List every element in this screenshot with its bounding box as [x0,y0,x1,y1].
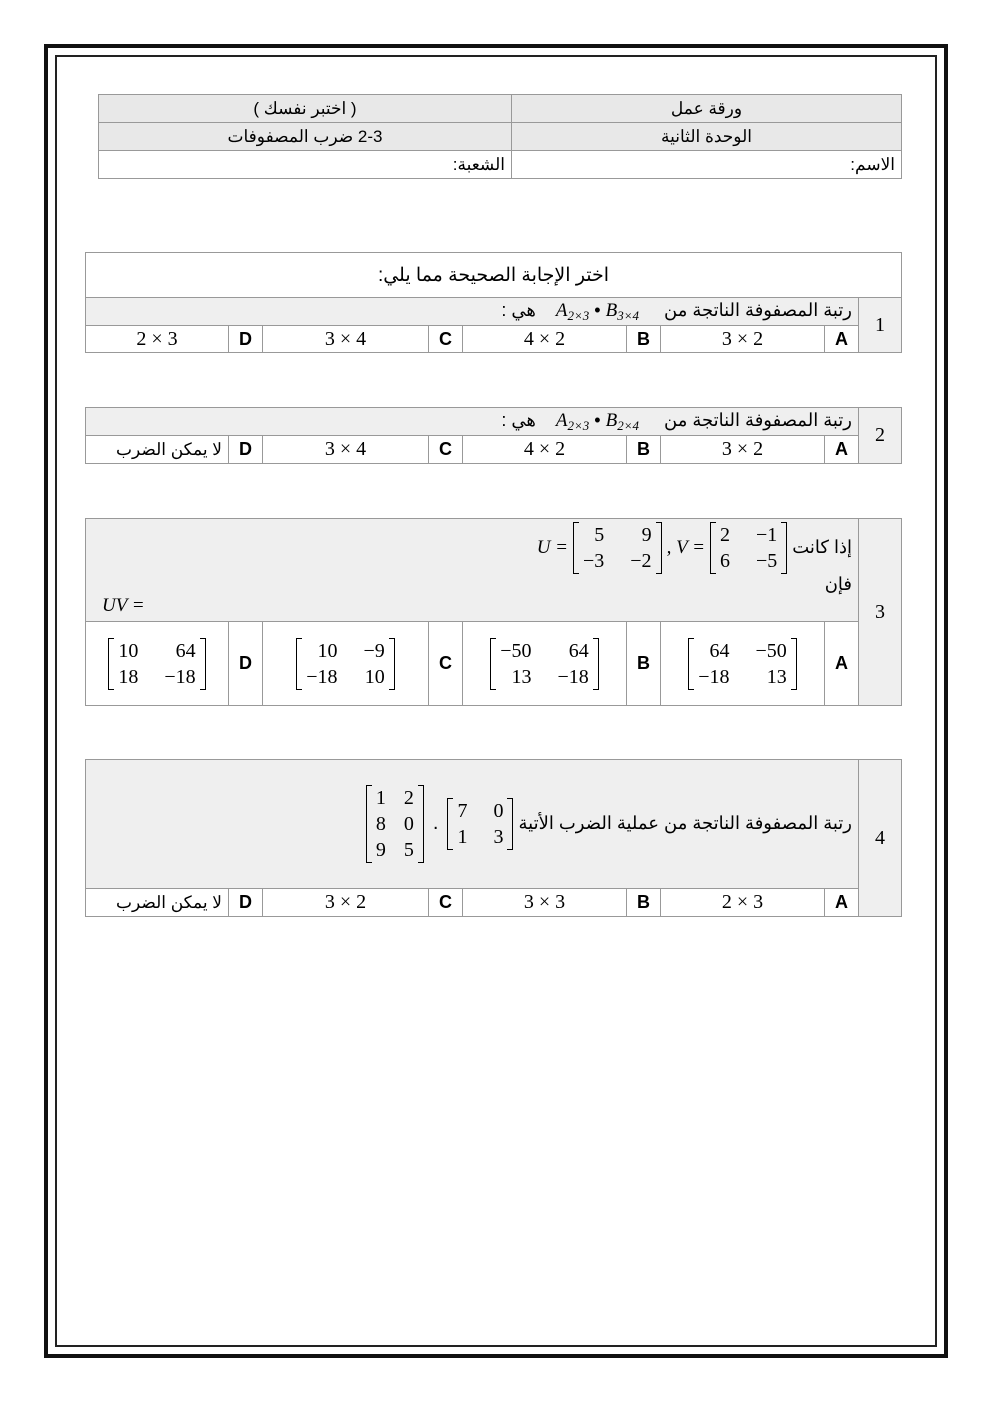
option-a[interactable]: 2 × 3 [661,326,825,353]
question-stem-1 [86,298,859,326]
matrix-v [710,522,787,574]
matrix-cell: 64 [175,639,196,662]
math-b: B [605,299,618,321]
math-expression [556,300,639,324]
matrix-cell: 13 [766,665,787,688]
option-c[interactable]: 4 × 3 [263,436,429,464]
worksheet-title: ورقة عمل [512,95,902,123]
stem-suffix: هي : [501,299,536,320]
option-b[interactable]: 2 × 4 [463,326,627,353]
option-letter-b[interactable]: B [627,326,661,353]
question-table-3 [85,518,902,706]
math-b-sub: 2×4 [617,417,639,433]
matrix-cell: −1 [755,524,778,546]
bracket-right [593,638,599,690]
bracket-right [791,638,797,690]
math-b: B [605,409,618,431]
matrix-cell: 18 [118,665,139,688]
option-b[interactable]: 2 × 4 [463,436,627,464]
question-table-4 [85,759,902,917]
matrix-cell: 0 [403,813,414,835]
option-letter-a[interactable]: A [825,889,859,917]
matrix-option-a [688,638,797,690]
worksheet-header [98,94,902,179]
matrix-cells [372,785,418,863]
question-stem-3 [86,519,859,622]
stem-text: رتبة المصفوفة الناتجة من [664,299,852,320]
matrix-u [573,522,662,574]
section-field[interactable]: الشعبة: [99,151,512,179]
math-op: • [594,409,601,430]
option-d[interactable] [86,622,229,706]
matrix-option-c [296,638,395,690]
matrix-cell: −5 [755,550,778,572]
question-table-2 [85,407,902,464]
option-a[interactable] [661,622,825,706]
matrix-cell: 6 [719,550,730,572]
math-expression [556,410,639,434]
matrix-cells [302,638,389,690]
option-d[interactable]: لا يمكن الضرب [86,436,229,464]
math-a: A [555,409,568,431]
option-a[interactable]: 3 × 2 [661,889,825,917]
stem-text: رتبة المصفوفة الناتجة من عملية الضرب الأتية [518,812,852,833]
matrix-cell: −3 [583,550,605,572]
matrix-cell: 7 [457,800,468,822]
option-letter-c[interactable]: C [429,436,463,464]
bracket-right [389,638,395,690]
matrix-option-b [490,638,599,690]
bracket-right [418,785,424,863]
option-letter-b[interactable]: B [627,622,661,706]
option-letter-c[interactable]: C [429,622,463,706]
question-stem-4 [86,760,859,889]
option-a[interactable]: 2 × 3 [661,436,825,464]
uv-label: UV = [102,595,145,616]
option-d[interactable]: 3 × 2 [86,326,229,353]
math-op: • [594,299,601,320]
matrix-cell: 9 [375,839,386,861]
question-stem-2 [86,408,859,436]
math-b-sub: 3×4 [617,307,639,323]
math-expression [537,522,788,574]
question-number-3: 3 [859,519,902,706]
math-a-sub: 2×3 [567,417,590,433]
name-field[interactable]: الاسم: [512,151,902,179]
stem-suffix: هي : [501,409,536,430]
stem-text: إذا كانت [792,536,852,557]
matrix-cell: 2 [719,524,730,546]
bracket-right [200,638,206,690]
option-letter-c[interactable]: C [429,889,463,917]
bracket-right [656,522,662,574]
matrix-cell: −50 [500,639,532,662]
math-a: A [555,299,568,321]
question-number-2: 2 [859,408,902,464]
option-letter-a[interactable]: A [825,326,859,353]
option-letter-a[interactable]: A [825,622,859,706]
option-c[interactable] [263,622,429,706]
bracket-right [507,798,513,850]
option-c[interactable]: 4 × 3 [263,326,429,353]
question-number-1: 1 [859,298,902,353]
unit-title: الوحدة الثانية [512,123,902,151]
matrix-cell: 5 [594,524,605,546]
matrix-cell: 10 [317,639,338,662]
lesson-title: 2-3 ضرب المصفوفات [99,123,512,151]
matrix-cell: 5 [403,839,414,861]
matrix-cell: 64 [709,639,730,662]
option-letter-d[interactable]: D [229,622,263,706]
option-d[interactable]: لا يمكن الضرب [86,889,229,917]
option-letter-b[interactable]: B [627,436,661,464]
matrix-cell: −18 [698,665,730,688]
matrix-cell: 2 [403,787,414,809]
matrix-cells [496,638,593,690]
matrix-cell: −9 [363,639,385,662]
question-table-1 [85,252,902,353]
matrix-cells [579,522,656,574]
bracket-right [781,522,787,574]
option-letter-a[interactable]: A [825,436,859,464]
matrix-cells [694,638,791,690]
matrix-cell: 10 [118,639,139,662]
matrix-cell: −18 [306,665,338,688]
u-label: U = [536,536,568,558]
v-label: , V = [666,536,705,558]
matrix-cell: 0 [493,800,504,822]
option-letter-b[interactable]: B [627,889,661,917]
matrix-cell: −18 [557,665,589,688]
then-text: فإن [824,574,852,594]
option-letter-d[interactable]: D [229,436,263,464]
instructions: اختر الإجابة الصحيحة مما يلي: [86,253,902,298]
matrix-cell: 9 [641,524,652,546]
matrix-cells [114,638,199,690]
option-b[interactable] [463,622,627,706]
matrix-cell: 3 [493,826,504,848]
matrix-cells [716,522,781,574]
matrix-m2 [366,785,424,863]
multiply-dot: . [432,811,439,834]
math-a-sub: 2×3 [567,307,590,323]
test-yourself-title: ( اختبر نفسك ) [99,95,512,123]
option-b[interactable]: 3 × 3 [463,889,627,917]
option-letter-d[interactable]: D [229,326,263,353]
matrix-option-d [108,638,205,690]
option-c[interactable]: 2 × 3 [263,889,429,917]
matrix-m1 [447,798,513,850]
matrix-cell: −2 [630,550,652,572]
matrix-cell: 1 [457,826,468,848]
matrix-cell: 64 [568,639,589,662]
matrix-cell: 8 [375,813,386,835]
option-letter-c[interactable]: C [429,326,463,353]
stem-text: رتبة المصفوفة الناتجة من [664,409,852,430]
question-number-4: 4 [859,760,902,917]
matrix-cell: −50 [755,639,787,662]
matrix-cell: 10 [364,665,385,688]
math-expression [366,785,514,863]
matrix-cell: −18 [164,665,196,688]
option-letter-d[interactable]: D [229,889,263,917]
matrix-cells [453,798,507,850]
matrix-cell: 1 [375,787,386,809]
matrix-cell: 13 [511,665,532,688]
